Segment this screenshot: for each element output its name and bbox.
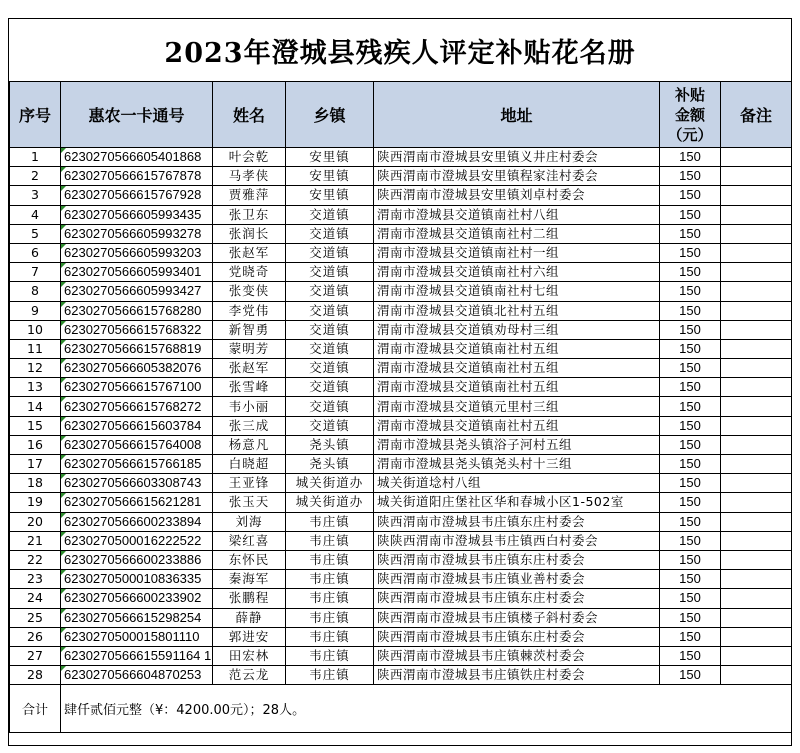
total-label: 合计 [10,685,61,733]
town-cell: 安里镇 [286,167,374,186]
document-title: 2023年澄城县残疾人评定补贴花名册 [164,37,636,69]
header-amount-line1: 补贴 [674,85,705,104]
address-cell: 陕西渭南市澄城县韦庄镇铁庄村委会 [374,666,660,685]
town-cell: 韦庄镇 [286,646,374,665]
person-name-cell: 范云龙 [213,666,286,685]
address-cell: 陕西渭南市澄城县韦庄镇东庄村委会 [374,550,660,569]
row-index-cell: 7 [10,263,61,282]
note-cell [721,320,792,339]
row-index-cell: 10 [10,320,61,339]
card-number-cell: 6230270566615766185 [61,455,213,474]
person-name-cell: 杨意凡 [213,435,286,454]
address-cell: 渭南市澄城县交道镇南社村八组 [374,205,660,224]
table-row [10,493,792,512]
subsidy-amount-cell: 150 [660,186,721,205]
roster-sheet [8,18,792,746]
table-row [10,512,792,531]
address-cell: 陕西渭南市澄城县韦庄镇楼子斜村委会 [374,608,660,627]
town-cell: 交道镇 [286,224,374,243]
note-cell [721,474,792,493]
town-cell: 城关街道办 [286,493,374,512]
table-row [10,550,792,569]
table-row [10,359,792,378]
subsidy-amount-cell: 150 [660,455,721,474]
note-cell [721,205,792,224]
table-row [10,589,792,608]
subsidy-amount-cell: 150 [660,205,721,224]
row-index-cell: 23 [10,570,61,589]
note-cell [721,263,792,282]
note-cell [721,435,792,454]
subsidy-amount-cell: 150 [660,589,721,608]
card-number-cell: 6230270566605993401 [61,263,213,282]
note-cell [721,167,792,186]
town-cell: 交道镇 [286,339,374,358]
note-cell [721,416,792,435]
subsidy-amount-cell: 150 [660,378,721,397]
subsidy-amount-cell: 150 [660,646,721,665]
address-cell: 陕西渭南市澄城县韦庄镇东庄村委会 [374,512,660,531]
address-cell: 渭南市澄城县交道镇南社村七组 [374,282,660,301]
person-name-cell: 韦小丽 [213,397,286,416]
table-row [10,435,792,454]
person-name-cell: 张雪峰 [213,378,286,397]
header-amount-line2: 金额 [674,105,705,124]
card-number-cell: 6230270566605993278 [61,224,213,243]
row-index-cell: 18 [10,474,61,493]
person-name-cell: 张鹏程 [213,589,286,608]
card-number-cell: 6230270566600233902 [61,589,213,608]
row-index-cell: 17 [10,455,61,474]
town-cell: 交道镇 [286,416,374,435]
table-row [10,243,792,262]
subsidy-amount-cell: 150 [660,148,721,167]
address-cell: 渭南市澄城县交道镇南社村一组 [374,243,660,262]
note-cell [721,282,792,301]
note-cell [721,589,792,608]
person-name-cell: 张赵军 [213,359,286,378]
town-cell: 交道镇 [286,301,374,320]
address-cell: 渭南市澄城县交道镇南社村五组 [374,339,660,358]
address-cell: 渭南市澄城县交道镇南社村五组 [374,378,660,397]
table-row [10,282,792,301]
person-name-cell: 郭进安 [213,627,286,646]
table-row [10,186,792,205]
address-cell: 渭南市澄城县交道镇南社村六组 [374,263,660,282]
card-number-cell: 6230270500010836335 [61,570,213,589]
card-number-cell: 6230270566615768280 [61,301,213,320]
person-name-cell: 田宏林 [213,646,286,665]
card-number-cell: 6230270566605993203 [61,243,213,262]
subsidy-amount-cell: 150 [660,282,721,301]
town-cell: 交道镇 [286,282,374,301]
town-cell: 尧头镇 [286,435,374,454]
note-cell [721,493,792,512]
subsidy-amount-cell: 150 [660,512,721,531]
subsidy-amount-cell: 150 [660,531,721,550]
address-cell: 渭南市澄城县交道镇南社村五组 [374,416,660,435]
address-cell: 渭南市澄城县交道镇元里村三组 [374,397,660,416]
person-name-cell: 刘海 [213,512,286,531]
note-cell [721,627,792,646]
address-cell: 渭南市澄城县尧头镇浴子河村五组 [374,435,660,454]
card-number-cell: 6230270566615764008 [61,435,213,454]
town-cell: 交道镇 [286,205,374,224]
subsidy-amount-cell: 150 [660,167,721,186]
person-name-cell: 王亚锋 [213,474,286,493]
address-cell: 渭南市澄城县交道镇劝母村三组 [374,320,660,339]
note-cell [721,531,792,550]
address-cell: 陕西渭南市澄城县安里镇义井庄村委会 [374,148,660,167]
card-number-cell: 6230270566615621281 [61,493,213,512]
header-town: 乡镇 [286,82,374,148]
card-number-cell: 6230270500016222522 [61,531,213,550]
row-index-cell: 2 [10,167,61,186]
subsidy-amount-cell: 150 [660,339,721,358]
table-row [10,646,792,665]
person-name-cell: 东怀民 [213,550,286,569]
note-cell [721,608,792,627]
subsidy-amount-cell: 150 [660,301,721,320]
person-name-cell: 张变侠 [213,282,286,301]
table-row [10,455,792,474]
note-cell [721,397,792,416]
table-row [10,570,792,589]
address-cell: 渭南市澄城县交道镇南社村二组 [374,224,660,243]
note-cell [721,243,792,262]
table-row [10,263,792,282]
address-cell: 陕西渭南市澄城县韦庄镇东庄村委会 [374,627,660,646]
table-row [10,301,792,320]
person-name-cell: 李党伟 [213,301,286,320]
person-name-cell: 白晓超 [213,455,286,474]
note-cell [721,378,792,397]
card-number-cell: 6230270566615767928 [61,186,213,205]
row-index-cell: 15 [10,416,61,435]
town-cell: 韦庄镇 [286,531,374,550]
card-number-cell: 6230270566605382076 [61,359,213,378]
subsidy-amount-cell: 150 [660,666,721,685]
person-name-cell: 秦海军 [213,570,286,589]
row-index-cell: 28 [10,666,61,685]
town-cell: 韦庄镇 [286,570,374,589]
town-cell: 韦庄镇 [286,512,374,531]
table-body [10,148,792,685]
card-number-cell: 6230270566605401868 [61,148,213,167]
town-cell: 城关街道办 [286,474,374,493]
card-number-cell: 6230270566615768819 [61,339,213,358]
table-row [10,378,792,397]
row-index-cell: 25 [10,608,61,627]
table-row [10,474,792,493]
town-cell: 安里镇 [286,148,374,167]
row-index-cell: 27 [10,646,61,665]
row-index-cell: 14 [10,397,61,416]
note-cell [721,455,792,474]
card-number-cell: 6230270566615298254 [61,608,213,627]
note-cell [721,339,792,358]
card-number-cell: 6230270566605993435 [61,205,213,224]
row-index-cell: 26 [10,627,61,646]
table-header-row [10,82,792,148]
town-cell: 韦庄镇 [286,589,374,608]
header-note: 备注 [721,82,792,148]
address-cell: 陕陕西渭南市澄城县韦庄镇西白村委会 [374,531,660,550]
card-number-cell: 6230270500015801110 [61,627,213,646]
town-cell: 交道镇 [286,397,374,416]
note-cell [721,570,792,589]
table-row [10,666,792,685]
town-cell: 韦庄镇 [286,627,374,646]
note-cell [721,224,792,243]
card-number-cell: 6230270566615603784 [61,416,213,435]
address-cell: 渭南市澄城县交道镇南社村五组 [374,359,660,378]
town-cell: 韦庄镇 [286,608,374,627]
header-name: 姓名 [213,82,286,148]
table-row [10,320,792,339]
subsidy-amount-cell: 150 [660,493,721,512]
person-name-cell: 党晓奇 [213,263,286,282]
table-row [10,167,792,186]
row-index-cell: 12 [10,359,61,378]
table-row [10,627,792,646]
address-cell: 陕西渭南市澄城县韦庄镇东庄村委会 [374,589,660,608]
row-index-cell: 24 [10,589,61,608]
note-cell [721,359,792,378]
town-cell: 交道镇 [286,243,374,262]
row-index-cell: 20 [10,512,61,531]
address-cell: 陕西渭南市澄城县安里镇刘卓村委会 [374,186,660,205]
row-index-cell: 1 [10,148,61,167]
header-card-number: 惠农一卡通号 [61,82,213,148]
subsidy-amount-cell: 150 [660,359,721,378]
person-name-cell: 梁红喜 [213,531,286,550]
address-cell: 城关街道埝村八组 [374,474,660,493]
note-cell [721,646,792,665]
note-cell [721,301,792,320]
row-index-cell: 9 [10,301,61,320]
subsidy-amount-cell: 150 [660,435,721,454]
person-name-cell: 叶会乾 [213,148,286,167]
subsidy-amount-cell: 150 [660,416,721,435]
card-number-cell: 6230270566600233894 [61,512,213,531]
person-name-cell: 张三成 [213,416,286,435]
town-cell: 韦庄镇 [286,550,374,569]
row-index-cell: 16 [10,435,61,454]
address-cell: 陕西渭南市澄城县安里镇程家洼村委会 [374,167,660,186]
town-cell: 韦庄镇 [286,666,374,685]
subsidy-amount-cell: 150 [660,397,721,416]
card-number-cell: 6230270566604870253 [61,666,213,685]
subsidy-amount-cell: 150 [660,263,721,282]
table-row [10,531,792,550]
person-name-cell: 新智勇 [213,320,286,339]
town-cell: 交道镇 [286,320,374,339]
person-name-cell: 张润长 [213,224,286,243]
subsidy-amount-cell: 150 [660,550,721,569]
address-cell: 渭南市澄城县尧头镇尧头村十三组 [374,455,660,474]
card-number-cell: 6230270566615591164 1 [61,646,213,665]
person-name-cell: 张玉天 [213,493,286,512]
table-row [10,205,792,224]
subsidy-amount-cell: 150 [660,474,721,493]
table-row [10,608,792,627]
card-number-cell: 6230270566615767878 [61,167,213,186]
person-name-cell: 张卫东 [213,205,286,224]
header-amount-line3: （元） [667,125,713,144]
town-cell: 安里镇 [286,186,374,205]
row-index-cell: 8 [10,282,61,301]
table-row [10,397,792,416]
person-name-cell: 张赵军 [213,243,286,262]
card-number-cell: 6230270566603308743 [61,474,213,493]
address-cell: 城关街道阳庄堡社区华和春城小区1-502室 [374,493,660,512]
table-row [10,224,792,243]
table-row [10,148,792,167]
subsidy-amount-cell: 150 [660,627,721,646]
row-index-cell: 4 [10,205,61,224]
town-cell: 交道镇 [286,359,374,378]
row-index-cell: 5 [10,224,61,243]
town-cell: 尧头镇 [286,455,374,474]
total-summary: 肆仟贰佰元整（¥：4200.00元）；28人。 [61,685,792,733]
card-number-cell: 6230270566615767100 [61,378,213,397]
subsidy-amount-cell: 150 [660,224,721,243]
row-index-cell: 3 [10,186,61,205]
town-cell: 交道镇 [286,378,374,397]
row-index-cell: 11 [10,339,61,358]
card-number-cell: 6230270566615768322 [61,320,213,339]
row-index-cell: 21 [10,531,61,550]
card-number-cell: 6230270566605993427 [61,282,213,301]
subsidy-roster-table [9,81,792,733]
person-name-cell: 马孝侠 [213,167,286,186]
subsidy-amount-cell: 150 [660,608,721,627]
address-cell: 陕西渭南市澄城县韦庄镇棘茨村委会 [374,646,660,665]
row-index-cell: 22 [10,550,61,569]
note-cell [721,666,792,685]
town-cell: 交道镇 [286,263,374,282]
subsidy-amount-cell: 150 [660,320,721,339]
card-number-cell: 6230270566600233886 [61,550,213,569]
header-address: 地址 [374,82,660,148]
address-cell: 渭南市澄城县交道镇北社村五组 [374,301,660,320]
person-name-cell: 贾雅萍 [213,186,286,205]
card-number-cell: 6230270566615768272 [61,397,213,416]
note-cell [721,550,792,569]
header-index: 序号 [10,82,61,148]
table-row [10,416,792,435]
row-index-cell: 13 [10,378,61,397]
subsidy-amount-cell: 150 [660,243,721,262]
row-index-cell: 19 [10,493,61,512]
header-amount [660,82,721,148]
total-row [10,685,792,733]
row-index-cell: 6 [10,243,61,262]
subsidy-amount-cell: 150 [660,570,721,589]
address-cell: 陕西渭南市澄城县韦庄镇业善村委会 [374,570,660,589]
note-cell [721,148,792,167]
note-cell [721,512,792,531]
person-name-cell: 薛静 [213,608,286,627]
person-name-cell: 蒙明芳 [213,339,286,358]
table-row [10,339,792,358]
note-cell [721,186,792,205]
